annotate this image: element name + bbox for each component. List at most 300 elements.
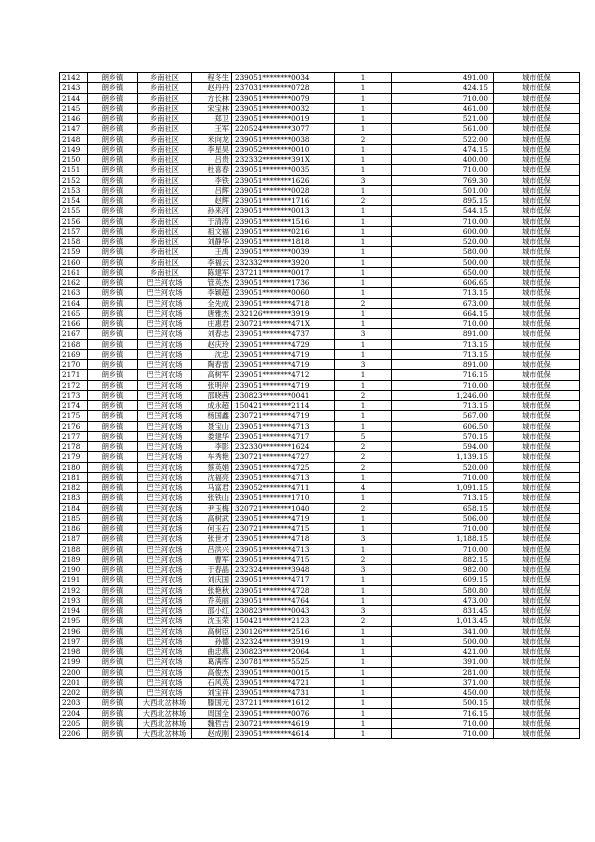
household-count-cell: 1: [335, 267, 392, 277]
relief-type-cell: 城市低保: [494, 216, 580, 226]
town-cell: 朗乡镇: [88, 237, 138, 247]
row-number: 2165: [60, 308, 88, 318]
relief-type-cell: 城市低保: [494, 390, 580, 400]
row-number: 2183: [60, 493, 88, 503]
town-cell: 朗乡镇: [88, 349, 138, 359]
table-row: [60, 606, 580, 616]
row-number: 2155: [60, 206, 88, 216]
name-cell: 赵成刚: [192, 729, 232, 739]
id-number-cell: 239051********4721: [232, 677, 335, 687]
name-cell: 张铁山: [192, 493, 232, 503]
relief-type-cell: 城市低保: [494, 257, 580, 267]
household-count-cell: 1: [335, 647, 392, 657]
id-number-cell: 239051********4718: [232, 298, 335, 308]
village-cell: 巴兰河农场: [138, 472, 192, 482]
relief-type-cell: 城市低保: [494, 708, 580, 718]
table-row: [60, 206, 580, 216]
relief-type-cell: 城市低保: [494, 585, 580, 595]
table-row: [60, 401, 580, 411]
relief-type-cell: 城市低保: [494, 370, 580, 380]
village-cell: 乡南社区: [138, 93, 192, 103]
table-row: [60, 708, 580, 718]
id-number-cell: 239051********4731: [232, 688, 335, 698]
table-row: [60, 595, 580, 605]
amount-cell: 710.00: [392, 380, 494, 390]
town-cell: 朗乡镇: [88, 165, 138, 175]
name-cell: 李星昊: [192, 144, 232, 154]
village-cell: 巴兰河农场: [138, 370, 192, 380]
town-cell: 朗乡镇: [88, 411, 138, 421]
id-number-cell: 232126********3919: [232, 308, 335, 318]
household-count-cell: 1: [335, 524, 392, 534]
village-cell: 巴兰河农场: [138, 575, 192, 585]
id-number-cell: 230823********0043: [232, 606, 335, 616]
row-number: 2191: [60, 575, 88, 585]
household-count-cell: 3: [335, 360, 392, 370]
id-number-cell: 239051********1516: [232, 216, 335, 226]
amount-cell: 710.00: [392, 216, 494, 226]
amount-cell: 1,139.15: [392, 452, 494, 462]
town-cell: 朗乡镇: [88, 390, 138, 400]
village-cell: 巴兰河农场: [138, 329, 192, 339]
name-cell: 方长林: [192, 93, 232, 103]
row-number: 2186: [60, 524, 88, 534]
name-cell: 聂宝山: [192, 421, 232, 431]
household-count-cell: 1: [335, 657, 392, 667]
name-cell: 庄惠君: [192, 319, 232, 329]
household-count-cell: 3: [335, 534, 392, 544]
town-cell: 朗乡镇: [88, 688, 138, 698]
id-number-cell: 239051********4719: [232, 349, 335, 359]
relief-type-cell: 城市低保: [494, 237, 580, 247]
table-row: [60, 360, 580, 370]
relief-type-cell: 城市低保: [494, 503, 580, 513]
amount-cell: 673.00: [392, 298, 494, 308]
amount-cell: 658.15: [392, 503, 494, 513]
relief-type-cell: 城市低保: [494, 452, 580, 462]
amount-cell: 520.00: [392, 462, 494, 472]
id-number-cell: 239051********1716: [232, 196, 335, 206]
household-count-cell: 1: [335, 103, 392, 113]
relief-type-cell: 城市低保: [494, 565, 580, 575]
relief-type-cell: 城市低保: [494, 175, 580, 185]
name-cell: 刘庆国: [192, 575, 232, 585]
household-count-cell: 1: [335, 575, 392, 585]
relief-type-cell: 城市低保: [494, 339, 580, 349]
table-row: [60, 339, 580, 349]
town-cell: 朗乡镇: [88, 360, 138, 370]
village-cell: 乡南社区: [138, 257, 192, 267]
amount-cell: 664.15: [392, 308, 494, 318]
table-row: [60, 493, 580, 503]
amount-cell: 710.00: [392, 524, 494, 534]
id-number-cell: 230126********2516: [232, 626, 335, 636]
relief-type-cell: 城市低保: [494, 698, 580, 708]
name-cell: 全先成: [192, 298, 232, 308]
village-cell: 巴兰河农场: [138, 554, 192, 564]
village-cell: 巴兰河农场: [138, 657, 192, 667]
town-cell: 朗乡镇: [88, 339, 138, 349]
name-cell: 魏哲吉: [192, 718, 232, 728]
name-cell: 唐雅杰: [192, 308, 232, 318]
row-number: 2203: [60, 698, 88, 708]
id-number-cell: 239051********4713: [232, 544, 335, 554]
id-number-cell: 230823********2064: [232, 647, 335, 657]
table-row: [60, 534, 580, 544]
household-count-cell: 1: [335, 544, 392, 554]
name-cell: 邵小红: [192, 606, 232, 616]
village-cell: 乡南社区: [138, 103, 192, 113]
row-number: 2173: [60, 390, 88, 400]
name-cell: 杜喜春: [192, 165, 232, 175]
table-row: [60, 288, 580, 298]
name-cell: 张艳秋: [192, 585, 232, 595]
name-cell: 孙来河: [192, 206, 232, 216]
household-count-cell: 1: [335, 226, 392, 236]
table-row: [60, 103, 580, 113]
id-number-cell: 239052********4711: [232, 483, 335, 493]
table-row: [60, 370, 580, 380]
village-cell: 巴兰河农场: [138, 431, 192, 441]
row-number: 2188: [60, 544, 88, 554]
town-cell: 朗乡镇: [88, 462, 138, 472]
amount-cell: 521.00: [392, 114, 494, 124]
household-count-cell: 1: [335, 308, 392, 318]
table-row: [60, 411, 580, 421]
row-number: 2198: [60, 647, 88, 657]
amount-cell: 567.00: [392, 411, 494, 421]
id-number-cell: 320721********1040: [232, 503, 335, 513]
village-cell: 巴兰河农场: [138, 677, 192, 687]
village-cell: 巴兰河农场: [138, 390, 192, 400]
amount-cell: 281.00: [392, 667, 494, 677]
village-cell: 乡南社区: [138, 185, 192, 195]
id-number-cell: 239051********4719: [232, 513, 335, 523]
village-cell: 巴兰河农场: [138, 565, 192, 575]
village-cell: 乡南社区: [138, 216, 192, 226]
table-row: [60, 134, 580, 144]
name-cell: 宋宝林: [192, 103, 232, 113]
amount-cell: 520.00: [392, 237, 494, 247]
household-count-cell: 1: [335, 144, 392, 154]
row-number: 2176: [60, 421, 88, 431]
relief-type-cell: 城市低保: [494, 524, 580, 534]
town-cell: 朗乡镇: [88, 73, 138, 83]
town-cell: 朗乡镇: [88, 247, 138, 257]
household-count-cell: 1: [335, 339, 392, 349]
relief-type-cell: 城市低保: [494, 421, 580, 431]
row-number: 2195: [60, 616, 88, 626]
town-cell: 朗乡镇: [88, 308, 138, 318]
household-count-cell: 1: [335, 493, 392, 503]
relief-type-cell: 城市低保: [494, 657, 580, 667]
id-number-cell: 150421********2123: [232, 616, 335, 626]
village-cell: 大西北岔林场: [138, 708, 192, 718]
town-cell: 朗乡镇: [88, 503, 138, 513]
relief-type-cell: 城市低保: [494, 114, 580, 124]
name-cell: 邵晓茜: [192, 390, 232, 400]
village-cell: 乡南社区: [138, 83, 192, 93]
relief-type-cell: 城市低保: [494, 349, 580, 359]
relief-type-cell: 城市低保: [494, 206, 580, 216]
town-cell: 朗乡镇: [88, 155, 138, 165]
table-row: [60, 452, 580, 462]
name-cell: 吕贵: [192, 155, 232, 165]
town-cell: 朗乡镇: [88, 401, 138, 411]
name-cell: 何玉石: [192, 524, 232, 534]
relief-type-cell: 城市低保: [494, 298, 580, 308]
row-number: 2167: [60, 329, 88, 339]
household-count-cell: 2: [335, 503, 392, 513]
row-number: 2171: [60, 370, 88, 380]
table-row: [60, 431, 580, 441]
amount-cell: 341.00: [392, 626, 494, 636]
row-number: 2206: [60, 729, 88, 739]
relief-type-cell: 城市低保: [494, 718, 580, 728]
id-number-cell: 232332********3920: [232, 257, 335, 267]
row-number: 2175: [60, 411, 88, 421]
household-count-cell: 1: [335, 124, 392, 134]
table-row: [60, 257, 580, 267]
household-count-cell: 1: [335, 83, 392, 93]
village-cell: 巴兰河农场: [138, 503, 192, 513]
relief-type-cell: 城市低保: [494, 288, 580, 298]
village-cell: 巴兰河农场: [138, 462, 192, 472]
relief-type-cell: 城市低保: [494, 462, 580, 472]
village-cell: 巴兰河农场: [138, 278, 192, 288]
town-cell: 朗乡镇: [88, 544, 138, 554]
village-cell: 巴兰河农场: [138, 360, 192, 370]
amount-cell: 421.00: [392, 647, 494, 657]
town-cell: 朗乡镇: [88, 83, 138, 93]
id-number-cell: 237031********0728: [232, 83, 335, 93]
row-number: 2164: [60, 298, 88, 308]
village-cell: 大西北岔林场: [138, 718, 192, 728]
row-number: 2166: [60, 319, 88, 329]
village-cell: 乡南社区: [138, 267, 192, 277]
relief-type-cell: 城市低保: [494, 493, 580, 503]
relief-type-cell: 城市低保: [494, 247, 580, 257]
household-count-cell: 2: [335, 616, 392, 626]
id-number-cell: 239051********1736: [232, 278, 335, 288]
household-count-cell: 2: [335, 452, 392, 462]
table-row: [60, 565, 580, 575]
town-cell: 朗乡镇: [88, 319, 138, 329]
town-cell: 朗乡镇: [88, 657, 138, 667]
row-number: 2179: [60, 452, 88, 462]
table-row: [60, 175, 580, 185]
table-row: [60, 524, 580, 534]
amount-cell: 391.00: [392, 657, 494, 667]
name-cell: 车秀艳: [192, 452, 232, 462]
amount-cell: 716.15: [392, 370, 494, 380]
row-number: 2156: [60, 216, 88, 226]
row-number: 2145: [60, 103, 88, 113]
town-cell: 朗乡镇: [88, 452, 138, 462]
town-cell: 朗乡镇: [88, 196, 138, 206]
row-number: 2204: [60, 708, 88, 718]
id-number-cell: 239051********4614: [232, 729, 335, 739]
row-number: 2154: [60, 196, 88, 206]
village-cell: 乡南社区: [138, 247, 192, 257]
table-row: [60, 636, 580, 646]
table-row: [60, 83, 580, 93]
amount-cell: 501.00: [392, 185, 494, 195]
amount-cell: 400.00: [392, 155, 494, 165]
table-row: [60, 718, 580, 728]
relief-type-cell: 城市低保: [494, 319, 580, 329]
relief-type-cell: 城市低保: [494, 616, 580, 626]
id-number-cell: 232324********3948: [232, 565, 335, 575]
table-row: [60, 144, 580, 154]
id-number-cell: 232324********3919: [232, 636, 335, 646]
amount-cell: 713.15: [392, 493, 494, 503]
amount-cell: 882.15: [392, 554, 494, 564]
row-number: 2146: [60, 114, 88, 124]
id-number-cell: 239051********4713: [232, 421, 335, 431]
table-row: [60, 114, 580, 124]
row-number: 2160: [60, 257, 88, 267]
table-row: [60, 165, 580, 175]
name-cell: 沈玉荣: [192, 616, 232, 626]
id-number-cell: 220524********3077: [232, 124, 335, 134]
id-number-cell: 239051********1626: [232, 175, 335, 185]
name-cell: 于清涛: [192, 216, 232, 226]
table-row: [60, 729, 580, 739]
relief-type-cell: 城市低保: [494, 606, 580, 616]
name-cell: 刘春志: [192, 329, 232, 339]
village-cell: 乡南社区: [138, 175, 192, 185]
name-cell: 赵庆玲: [192, 339, 232, 349]
row-number: 2163: [60, 288, 88, 298]
relief-type-cell: 城市低保: [494, 442, 580, 452]
village-cell: 乡南社区: [138, 165, 192, 175]
id-number-cell: 239051********4715: [232, 554, 335, 564]
relief-type-cell: 城市低保: [494, 534, 580, 544]
household-count-cell: 1: [335, 698, 392, 708]
town-cell: 朗乡镇: [88, 534, 138, 544]
household-count-cell: 1: [335, 93, 392, 103]
town-cell: 朗乡镇: [88, 442, 138, 452]
id-number-cell: 239051********4719: [232, 380, 335, 390]
row-number: 2197: [60, 636, 88, 646]
row-number: 2144: [60, 93, 88, 103]
amount-cell: 716.15: [392, 708, 494, 718]
row-number: 2201: [60, 677, 88, 687]
village-cell: 大西北岔林场: [138, 729, 192, 739]
town-cell: 朗乡镇: [88, 718, 138, 728]
name-cell: 赵丹丹: [192, 83, 232, 93]
village-cell: 巴兰河农场: [138, 688, 192, 698]
name-cell: 滕国元: [192, 698, 232, 708]
amount-cell: 710.00: [392, 93, 494, 103]
village-cell: 乡南社区: [138, 155, 192, 165]
name-cell: 高树臣: [192, 626, 232, 636]
village-cell: 巴兰河农场: [138, 401, 192, 411]
relief-type-cell: 城市低保: [494, 360, 580, 370]
town-cell: 朗乡镇: [88, 370, 138, 380]
relief-type-cell: 城市低保: [494, 278, 580, 288]
name-cell: 郑卫: [192, 114, 232, 124]
id-number-cell: 150421********2114: [232, 401, 335, 411]
id-number-cell: 239051********4717: [232, 575, 335, 585]
town-cell: 朗乡镇: [88, 524, 138, 534]
row-number: 2150: [60, 155, 88, 165]
household-count-cell: 1: [335, 247, 392, 257]
table-row: [60, 483, 580, 493]
name-cell: 蔡英娟: [192, 462, 232, 472]
table-row: [60, 185, 580, 195]
id-number-cell: 239051********4719: [232, 360, 335, 370]
relief-type-cell: 城市低保: [494, 636, 580, 646]
town-cell: 朗乡镇: [88, 483, 138, 493]
relief-type-cell: 城市低保: [494, 134, 580, 144]
table-row: [60, 278, 580, 288]
village-cell: 巴兰河农场: [138, 524, 192, 534]
table-row: [60, 226, 580, 236]
table-row: [60, 298, 580, 308]
id-number-cell: 239051********0015: [232, 667, 335, 677]
town-cell: 朗乡镇: [88, 185, 138, 195]
village-cell: 巴兰河农场: [138, 606, 192, 616]
table-row: [60, 616, 580, 626]
name-cell: 石风英: [192, 677, 232, 687]
row-number: 2158: [60, 237, 88, 247]
table-row: [60, 155, 580, 165]
relief-type-cell: 城市低保: [494, 677, 580, 687]
name-cell: 张明岸: [192, 380, 232, 390]
town-cell: 朗乡镇: [88, 216, 138, 226]
id-number-cell: 237211********0017: [232, 267, 335, 277]
id-number-cell: 239051********0019: [232, 114, 335, 124]
table-row: [60, 575, 580, 585]
town-cell: 朗乡镇: [88, 472, 138, 482]
household-count-cell: 2: [335, 462, 392, 472]
village-cell: 巴兰河农场: [138, 380, 192, 390]
table-row: [60, 442, 580, 452]
relief-type-cell: 城市低保: [494, 185, 580, 195]
town-cell: 朗乡镇: [88, 636, 138, 646]
name-cell: 孙德: [192, 636, 232, 646]
town-cell: 朗乡镇: [88, 298, 138, 308]
relief-type-cell: 城市低保: [494, 93, 580, 103]
name-cell: 沈忠: [192, 349, 232, 359]
relief-type-cell: 城市低保: [494, 73, 580, 83]
table-row: [60, 319, 580, 329]
table-row: [60, 626, 580, 636]
name-cell: 陶春雷: [192, 360, 232, 370]
row-number: 2190: [60, 565, 88, 575]
table-row: [60, 390, 580, 400]
town-cell: 朗乡镇: [88, 329, 138, 339]
amount-cell: 1,188.15: [392, 534, 494, 544]
relief-type-cell: 城市低保: [494, 554, 580, 564]
name-cell: 吕辉: [192, 185, 232, 195]
relief-type-cell: 城市低保: [494, 165, 580, 175]
household-count-cell: 1: [335, 380, 392, 390]
household-count-cell: 1: [335, 73, 392, 83]
town-cell: 朗乡镇: [88, 114, 138, 124]
town-cell: 朗乡镇: [88, 431, 138, 441]
row-number: 2170: [60, 360, 88, 370]
village-cell: 乡南社区: [138, 196, 192, 206]
id-number-cell: 230721********471X: [232, 319, 335, 329]
village-cell: 乡南社区: [138, 73, 192, 83]
id-number-cell: 239051********0028: [232, 185, 335, 195]
town-cell: 朗乡镇: [88, 708, 138, 718]
village-cell: 乡南社区: [138, 114, 192, 124]
table-row: [60, 421, 580, 431]
